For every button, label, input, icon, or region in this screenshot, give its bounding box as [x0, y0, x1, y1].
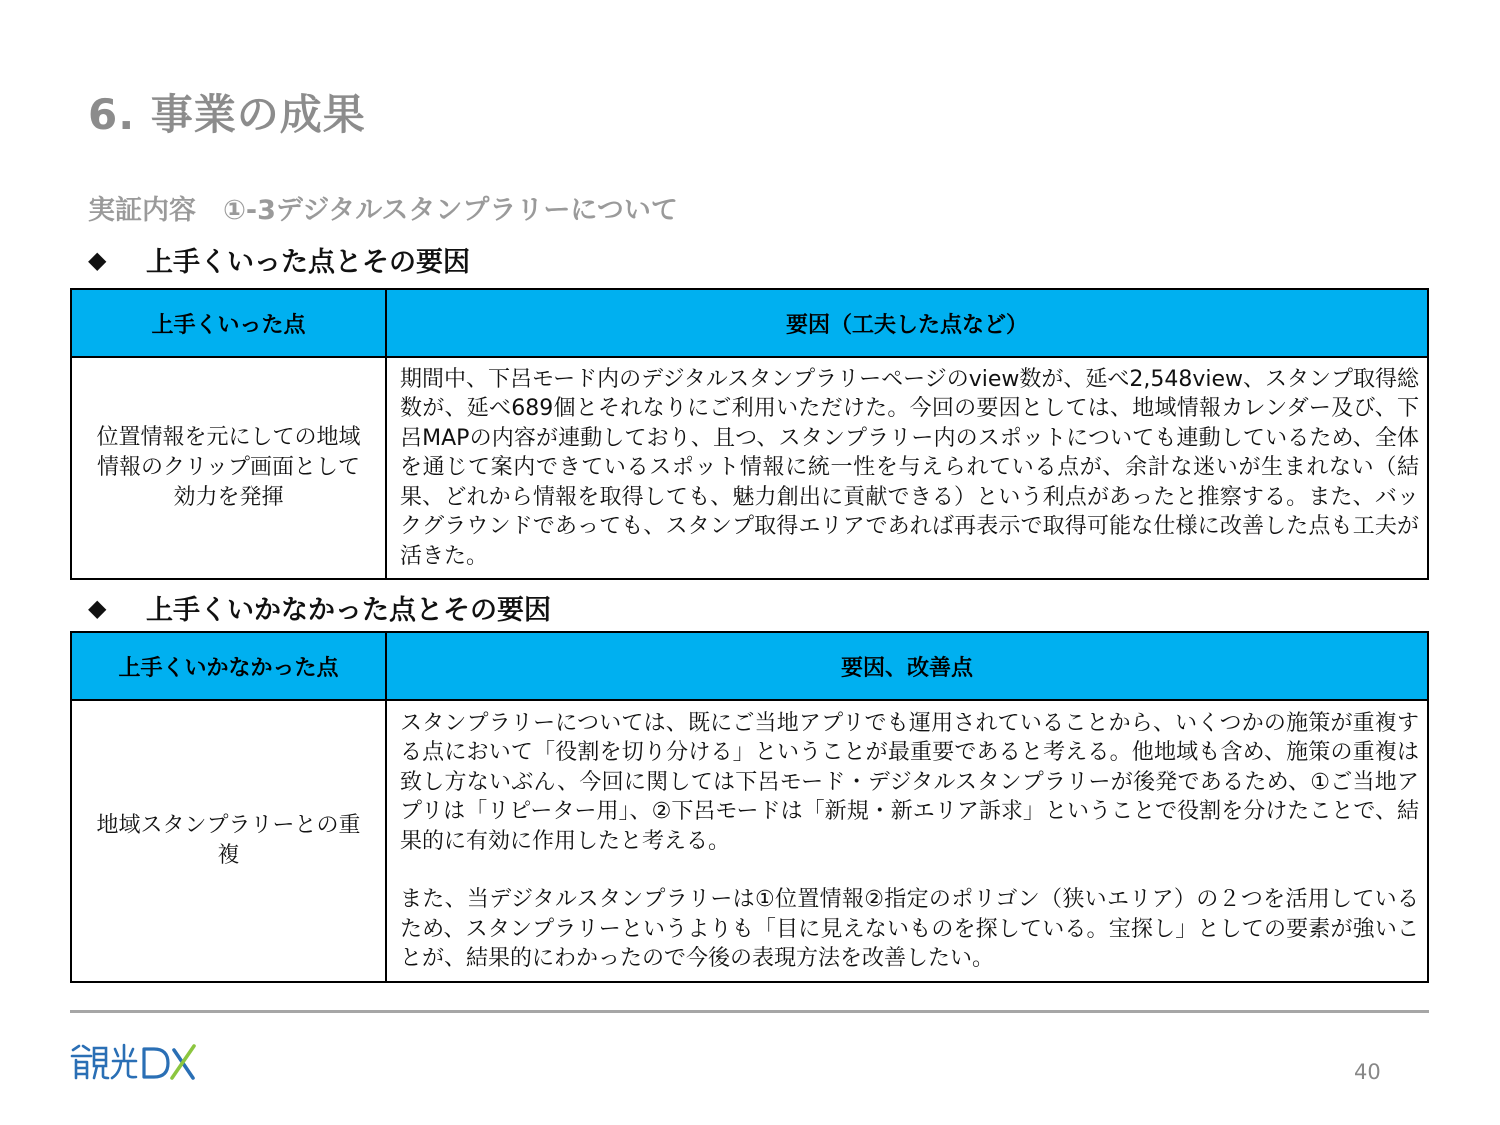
reason-paragraph: また、当デジタルスタンプラリーは①位置情報②指定のポリゴン（狭いエリア）の２つを活用しているため、スタンプラリーというよりも「目に見えないものを探している。宝探し」としての要素が強いことが、結果的にわかったので今後の表現方法を改善したい。	[400, 887, 1419, 971]
column-header: 要因、改善点	[386, 632, 1428, 700]
table-row	[71, 357, 1428, 579]
reason-paragraph: スタンプラリーについては、既にご当地アプリでも運用されていることから、いくつかの施策が重複する点において「役割を切り分ける」ということが最重要であると考える。他地域も含め、施策の重複は致し方ないぶん、今回に関しては下呂モード・デジタルスタンプラリーが後発であるため、①ご当地アプリは「リピーター用」、②下呂モードは「新規・新エリア訴求」ということで役割を分けたことで、結果的に有効に作用したと考える。	[400, 710, 1419, 854]
section-heading-text: 上手くいかなかった点とその要因	[146, 595, 551, 626]
failures-table	[70, 631, 1429, 983]
table-row	[71, 700, 1428, 982]
table-header-row	[71, 289, 1428, 357]
kanko-dx-logo-icon	[70, 1040, 200, 1086]
diamond-bullet-icon: ◆	[88, 245, 107, 274]
column-header: 上手くいかなかった点	[71, 632, 386, 700]
page-number: 40	[1354, 1060, 1381, 1084]
table-header-row	[71, 632, 1428, 700]
kanko-dx-logo	[70, 1040, 200, 1090]
table-cell-point: 地域スタンプラリーとの重複	[71, 700, 386, 982]
successes-table	[70, 288, 1429, 580]
section-heading-successes	[88, 240, 470, 279]
footer-divider	[70, 1010, 1429, 1013]
page-subtitle: 実証内容 ①-3デジタルスタンプラリーについて	[88, 195, 678, 226]
column-header: 上手くいった点	[71, 289, 386, 357]
table-cell-reason: 期間中、下呂モード内のデジタルスタンプラリーページのview数が、延べ2,548view、スタンプ取得総数が、延べ689個とそれなりにご利用いただけた。今回の要因としては、地域情報カレンダー及び、下呂MAPの内容が連動しており、且つ、スタンプラリー内のスポットについても連動しているため、全体を通じて案内できているスポット情報に統一性を与えられている点が、余計な迷いが生まれない（結果、どれから情報を取得しても、魅力創出に貢献できる）という利点があったと推察する。また、バックグラウンドであっても、スタンプ取得エリアであれば再表示で取得可能な仕様に改善した点も工夫が活きた。	[386, 357, 1428, 579]
table-cell-point: 位置情報を元にしての地域情報のクリップ画面として効力を発揮	[71, 357, 386, 579]
diamond-bullet-icon: ◆	[88, 593, 107, 622]
column-header: 要因（工夫した点など）	[386, 289, 1428, 357]
page-title: 6. 事業の成果	[88, 90, 366, 139]
table-cell-reason	[386, 700, 1428, 982]
section-heading-failures	[88, 588, 551, 627]
section-heading-text: 上手くいった点とその要因	[146, 247, 470, 278]
